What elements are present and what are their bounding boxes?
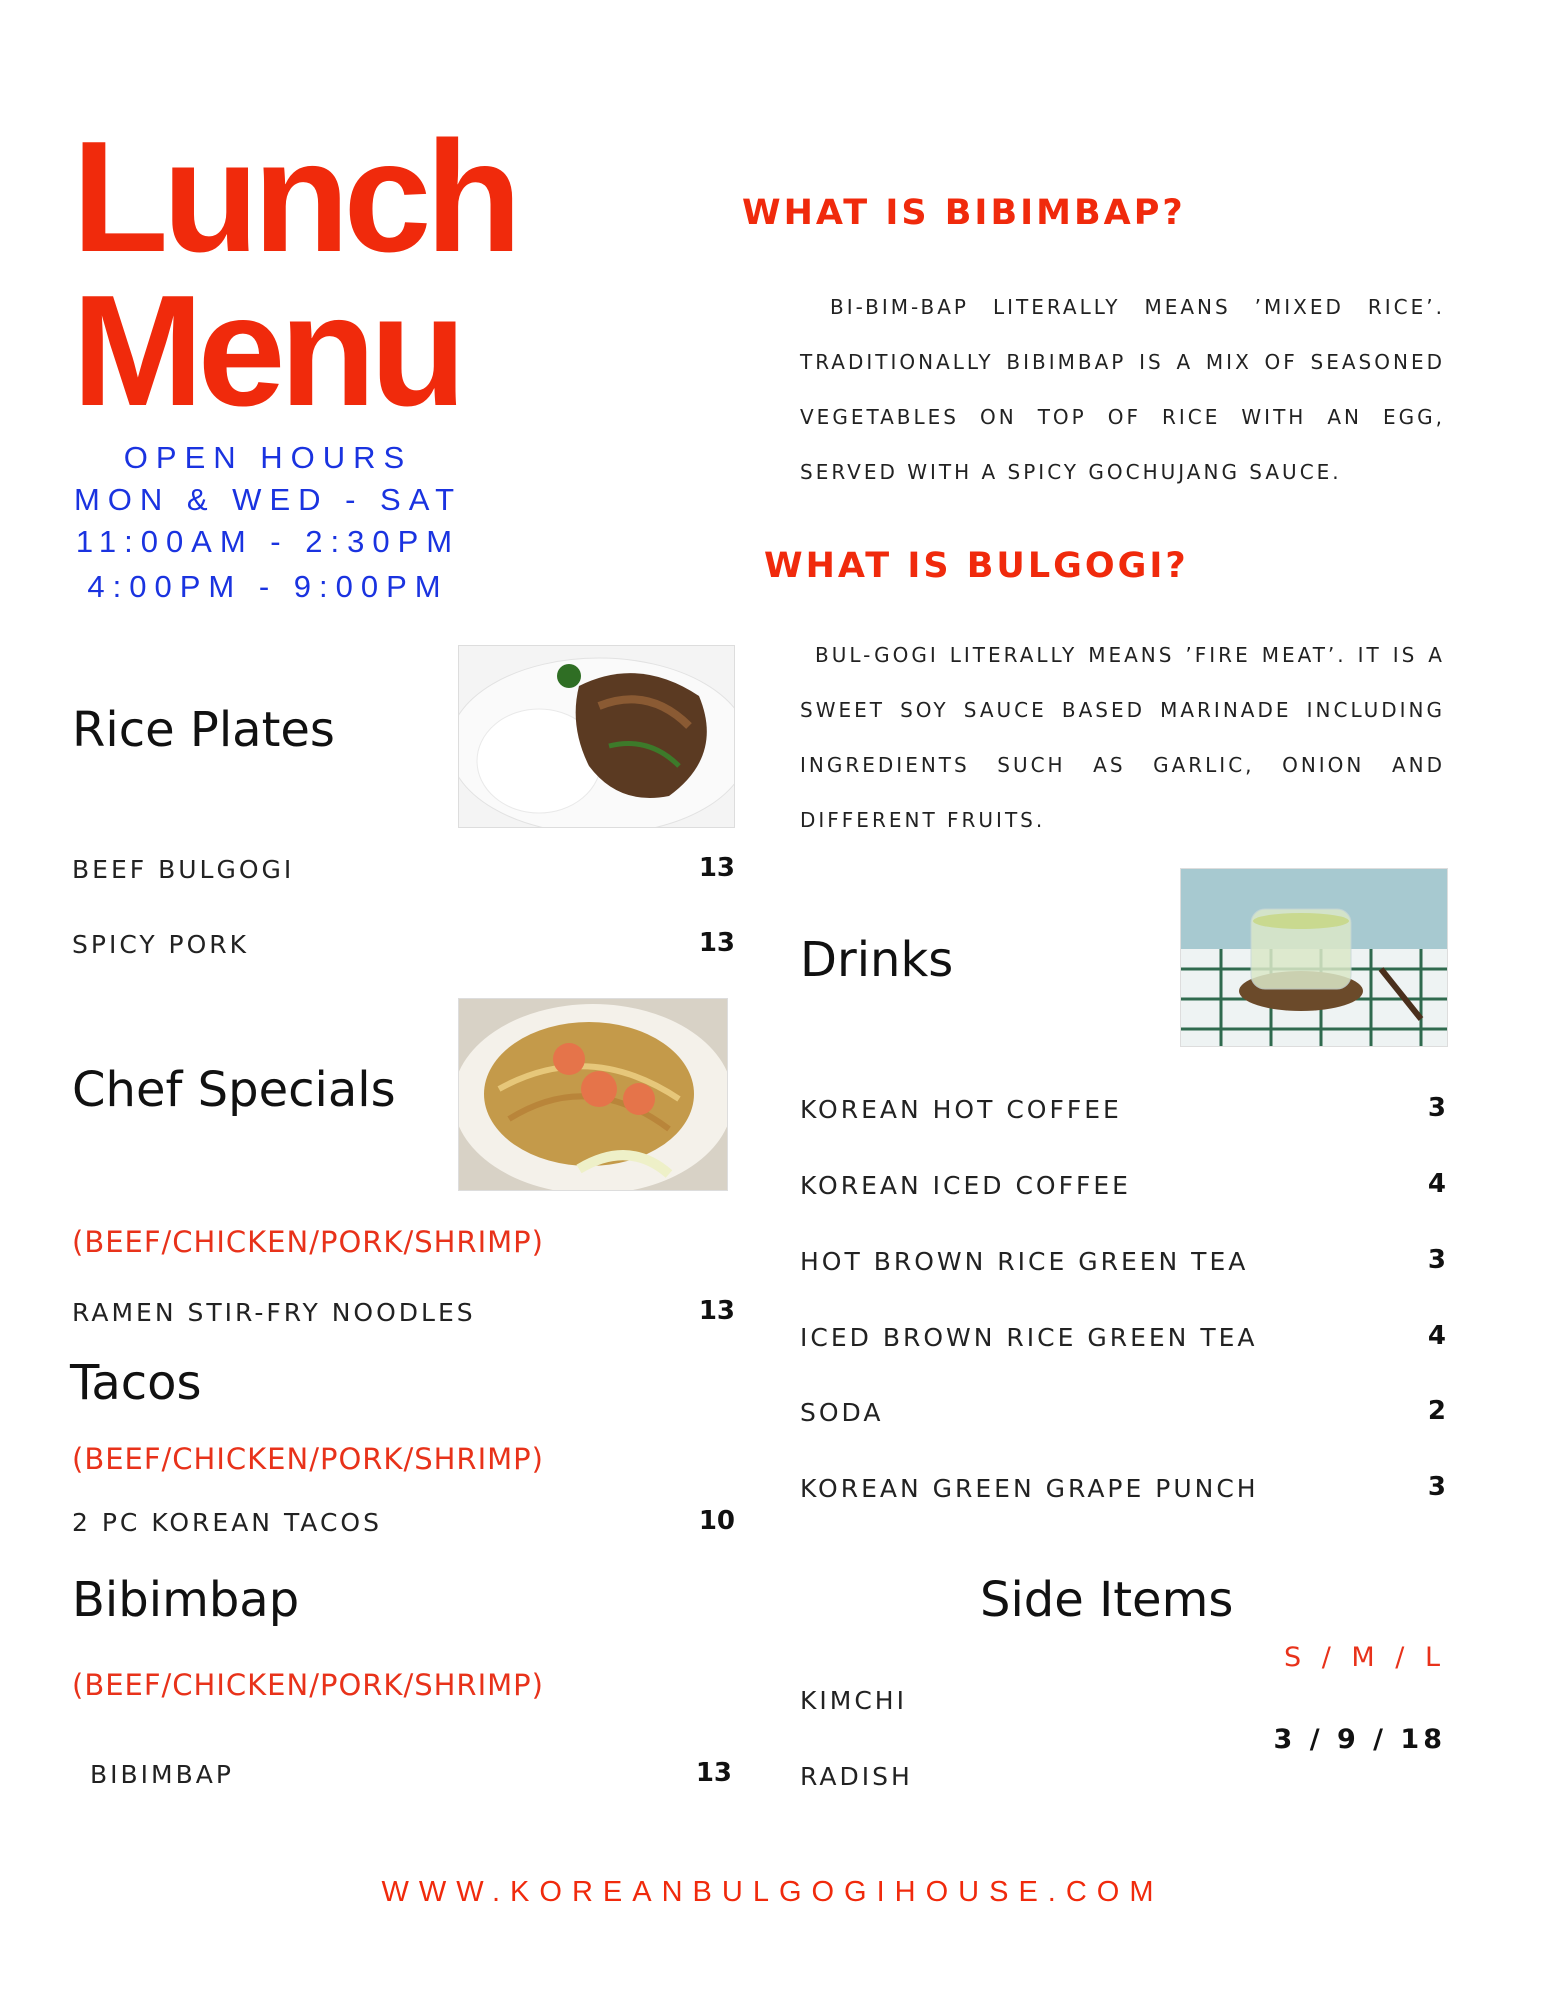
menu-item-name: 2 PC KOREAN TACOS (72, 1508, 382, 1537)
what-is-bulgogi-text: BUL-GOGI LITERALLY MEANS ’FIRE MEAT’. IT IS A SWEET SOY SAUCE BASED MARINADE INCLUDING INGREDIENTS SUCH AS GARLIC, ONION AND DIFFERENT FRUITS. (800, 643, 1445, 832)
menu-item-price: 4 (1427, 1169, 1446, 1199)
menu-item-price: 3 (1427, 1245, 1446, 1275)
menu-title-line1: Lunch (72, 109, 516, 285)
drinks-heading: Drinks (800, 932, 954, 988)
what-is-bibimbap-heading: WHAT IS BIBIMBAP? (742, 193, 1186, 233)
tacos-heading: Tacos (70, 1355, 202, 1411)
menu-item-name: KOREAN ICED COFFEE (800, 1171, 1131, 1200)
menu-item-price: 4 (1427, 1321, 1446, 1351)
tacos-options: (BEEF/CHICKEN/PORK/SHRIMP) (72, 1442, 544, 1476)
menu-item-name: HOT BROWN RICE GREEN TEA (800, 1247, 1249, 1276)
chef-specials-heading: Chef Specials (72, 1062, 396, 1118)
rice-plates-heading: Rice Plates (72, 702, 335, 758)
hours-heading: OPEN HOURS (123, 440, 413, 475)
menu-item-price: 13 (698, 928, 735, 958)
menu-item-price: 3 (1427, 1093, 1446, 1123)
menu-item-price: 2 (1427, 1396, 1446, 1426)
menu-item-name: RAMEN STIR-FRY NOODLES (72, 1298, 476, 1327)
hours-slot2: 4:00PM - 9:00PM (87, 569, 449, 604)
side-sizes-label: S / M / L (1284, 1642, 1446, 1673)
menu-item-name: SPICY PORK (72, 930, 250, 959)
what-is-bibimbap-text: BI-BIM-BAP LITERALLY MEANS ’MIXED RICE’. TRADITIONALLY BIBIMBAP IS A MIX OF SEASONED VEGETABLES ON TOP OF RICE WITH AN EGG, SERVED WITH A SPICY GOCHUJANG SAUCE. (800, 295, 1445, 484)
rice-plate-photo (458, 645, 735, 828)
hours-slot1: 11:00AM - 2:30PM (75, 524, 461, 559)
bibimbap-options: (BEEF/CHICKEN/PORK/SHRIMP) (72, 1668, 544, 1702)
menu-item-name: KOREAN HOT COFFEE (800, 1095, 1122, 1124)
hours-days: MON & WED - SAT (73, 482, 463, 517)
tea-photo (1180, 868, 1448, 1047)
side-item-name: RADISH (800, 1762, 913, 1791)
menu-title-line2: Menu (72, 263, 461, 439)
menu-item-name: BIBIMBAP (90, 1760, 234, 1789)
menu-item-name: BEEF BULGOGI (72, 855, 295, 884)
menu-item-name: KOREAN GREEN GRAPE PUNCH (800, 1474, 1259, 1503)
menu-item-price: 10 (698, 1506, 735, 1536)
menu-item-price: 13 (695, 1758, 732, 1788)
menu-item-price: 3 (1427, 1472, 1446, 1502)
what-is-bulgogi-heading: WHAT IS BULGOGI? (764, 546, 1189, 586)
menu-item-price: 13 (698, 853, 735, 883)
menu-item-name: ICED BROWN RICE GREEN TEA (800, 1323, 1258, 1352)
noodles-photo (458, 998, 728, 1191)
side-item-name: KIMCHI (800, 1686, 907, 1715)
website-url[interactable]: WWW.KOREANBULGOGIHOUSE.COM (381, 1876, 1164, 1908)
menu-item-name: SODA (800, 1398, 884, 1427)
side-prices: 3 / 9 / 18 (1273, 1724, 1446, 1755)
side-items-heading: Side Items (980, 1572, 1234, 1628)
menu-item-price: 13 (698, 1296, 735, 1326)
bibimbap-heading: Bibimbap (72, 1572, 300, 1628)
chef-specials-options: (BEEF/CHICKEN/PORK/SHRIMP) (72, 1225, 544, 1259)
